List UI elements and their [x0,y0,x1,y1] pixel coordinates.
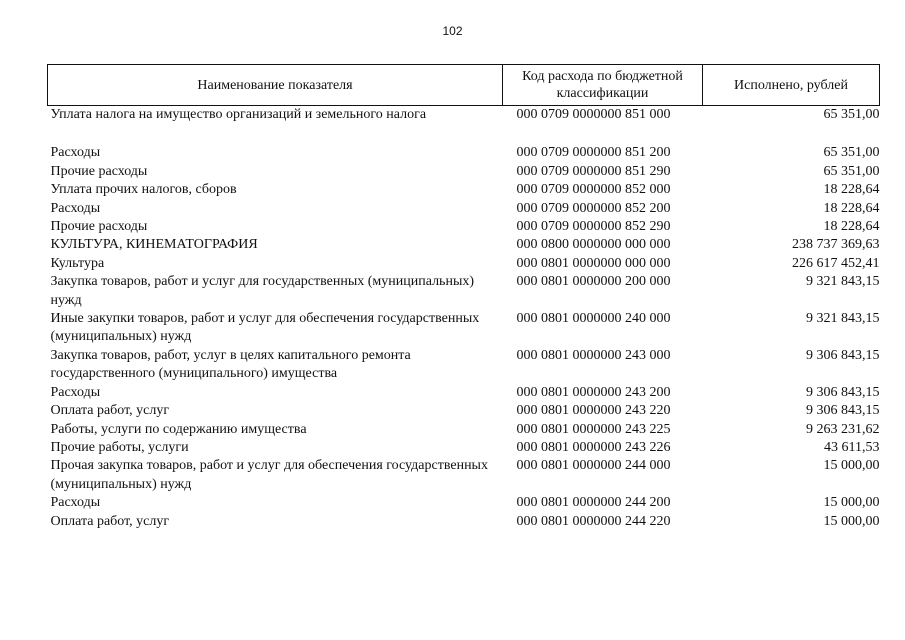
header-budget-code: Код расхода по бюджетной классификации [503,65,703,106]
row-executed-amount: 9 306 843,15 [806,384,880,400]
table-row [48,421,880,439]
row-indicator-name: КУЛЬТУРА, КИНЕМАТОГРАФИЯ [50,237,258,253]
row-budget-code: 000 0801 0000000 244 220 [516,513,671,529]
row-executed-amount: 18 228,64 [823,200,880,216]
table-row [48,163,880,181]
table-row [48,402,880,420]
table-row [48,255,880,273]
row-budget-code: 000 0801 0000000 243 200 [516,384,671,400]
row-budget-code: 000 0709 0000000 852 200 [516,200,671,216]
row-executed-amount: 9 321 843,15 [806,311,880,327]
row-budget-code: 000 0801 0000000 244 200 [516,495,671,511]
row-executed-amount: 65 351,00 [823,107,880,122]
table-row [48,310,880,347]
row-budget-code: 000 0801 0000000 240 000 [516,311,671,327]
row-budget-code: 000 0800 0000000 000 000 [516,237,671,253]
table-header [48,65,880,106]
row-executed-amount: 9 306 843,15 [806,347,880,363]
table-row [48,457,880,494]
table-row [48,236,880,254]
row-executed-amount: 15 000,00 [823,495,880,511]
row-indicator-name: Закупка товаров, работ и услуг для государственных (муниципальных) нужд [50,274,475,308]
row-indicator-name: Прочие расходы [50,163,148,179]
table-row [48,144,880,162]
row-budget-code: 000 0801 0000000 200 000 [516,274,671,290]
row-indicator-name: Оплата работ, услуг [50,403,170,419]
row-budget-code: 000 0709 0000000 852 290 [516,219,671,235]
row-budget-code: 000 0709 0000000 851 000 [516,107,671,122]
table-row [48,347,880,384]
table-body [48,106,880,531]
row-budget-code: 000 0801 0000000 243 225 [516,421,671,437]
table-row [48,200,880,218]
row-indicator-name: Закупка товаров, работ, услуг в целях капитального ремонта государственного (муниципального) имущества [50,347,411,382]
row-budget-code: 000 0801 0000000 243 226 [516,439,671,455]
row-budget-code: 000 0709 0000000 851 200 [516,145,671,161]
row-executed-amount: 65 351,00 [823,145,880,161]
row-indicator-name: Работы, услуги по содержанию имущества [50,421,307,437]
table-row [48,384,880,402]
row-indicator-name: Уплата прочих налогов, сборов [50,182,237,198]
row-executed-amount: 18 228,64 [823,182,880,198]
table-row [48,439,880,457]
row-executed-amount: 15 000,00 [823,513,880,529]
row-executed-amount: 9 306 843,15 [806,403,880,419]
row-budget-code: 000 0801 0000000 244 000 [516,458,671,474]
row-budget-code: 000 0801 0000000 243 220 [516,403,671,419]
row-indicator-name: Иные закупки товаров, работ и услуг для обеспечения государственных (муниципальных) нужд [50,311,480,345]
row-indicator-name: Оплата работ, услуг [50,513,170,529]
row-executed-amount: 15 000,00 [823,458,880,474]
row-executed-amount: 43 611,53 [824,439,880,455]
header-indicator-name: Наименование показателя [48,65,503,106]
header-executed-amount: Исполнено, рублей [703,65,880,106]
row-indicator-name: Прочие работы, услуги [50,439,189,455]
row-indicator-name: Расходы [50,495,101,511]
row-indicator-name: Уплата налога на имущество организаций и земельного налога [50,107,427,122]
row-indicator-name: Расходы [50,384,101,400]
row-indicator-name: Расходы [50,145,101,161]
row-executed-amount: 9 321 843,15 [806,274,880,290]
table-row [48,273,880,310]
table-row [48,513,880,531]
row-indicator-name: Расходы [50,200,101,216]
row-budget-code: 000 0709 0000000 852 000 [516,182,671,198]
page-number: 102 [442,24,463,38]
row-executed-amount: 238 737 369,63 [792,237,880,253]
row-budget-code: 000 0801 0000000 000 000 [516,255,671,271]
row-budget-code: 000 0801 0000000 243 000 [516,347,671,363]
row-executed-amount: 226 617 452,41 [792,255,880,271]
row-executed-amount: 65 351,00 [823,163,880,179]
row-indicator-name: Культура [50,255,105,271]
table-row [48,218,880,236]
row-indicator-name: Прочая закупка товаров, работ и услуг для обеспечения государственных (муниципальных) нужд [50,458,488,492]
row-indicator-name: Прочие расходы [50,219,148,235]
row-budget-code: 000 0709 0000000 851 290 [516,163,671,179]
row-executed-amount: 18 228,64 [823,219,880,235]
table-row [48,181,880,199]
row-executed-amount: 9 263 231,62 [806,421,880,437]
expenditure-table [47,64,880,531]
table-row [48,106,880,145]
table-row [48,494,880,512]
header-row [48,65,880,106]
